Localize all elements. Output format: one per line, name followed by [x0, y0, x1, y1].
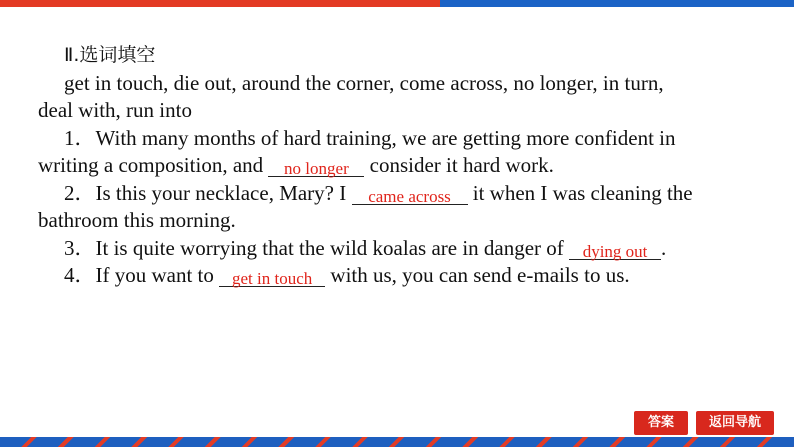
question-2-text-after: it when I was cleaning the — [467, 180, 693, 205]
section-heading: Ⅱ.选词填空 — [64, 44, 156, 66]
bottom-decorative-strip — [0, 437, 794, 447]
top-bar-blue-segment — [440, 0, 794, 7]
answer-blank-3 — [569, 237, 661, 260]
answer-blank-1 — [268, 154, 364, 177]
answer-3: dying out — [582, 241, 648, 261]
top-color-bar — [0, 0, 794, 7]
answer-1: no longer — [284, 159, 349, 178]
question-4-text-before: 4．If you want to — [64, 263, 220, 287]
answer-4: get in touch — [232, 269, 313, 288]
question-3-line — [38, 235, 750, 263]
question-1-text-after: consider it hard work. — [364, 153, 554, 177]
question-1-line-2 — [38, 152, 750, 180]
question-3-text-after: . — [661, 235, 667, 260]
answer-button[interactable]: 答案 — [634, 411, 688, 435]
question-1-text-before: writing a composition, and — [38, 153, 269, 177]
word-bank-line-2: deal with, run into — [38, 98, 192, 122]
question-1-line-1: 1．With many months of hard training, we are getting more confident in — [64, 125, 676, 150]
question-2-line-1 — [38, 180, 750, 208]
question-3-text-before: 3．It is quite worrying that the wild koalas are in danger of — [64, 235, 570, 260]
question-2-text-before: 2．Is this your necklace, Mary? I — [64, 180, 352, 205]
answer-blank-2 — [352, 182, 468, 205]
back-to-navigation-button[interactable]: 返回导航 — [696, 411, 774, 435]
answer-2: came across — [368, 186, 451, 206]
question-4-line — [38, 262, 750, 290]
exercise-content — [38, 42, 750, 290]
answer-blank-4 — [219, 264, 325, 287]
top-bar-red-segment — [0, 0, 440, 7]
word-bank-line-1: get in touch, die out, around the corner, come across, no longer, in turn, — [64, 70, 664, 95]
question-2-line-2: bathroom this morning. — [38, 208, 236, 232]
question-4-text-after: with us, you can send e-mails to us. — [325, 263, 630, 287]
